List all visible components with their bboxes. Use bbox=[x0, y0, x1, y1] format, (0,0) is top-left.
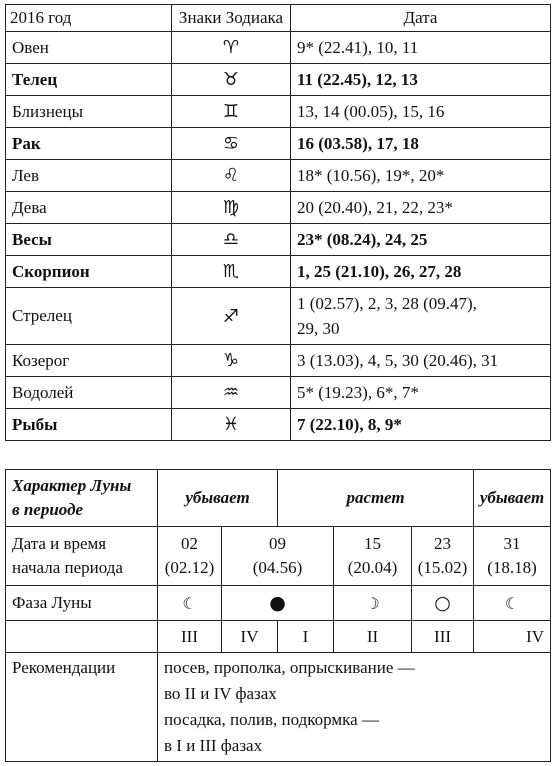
period-start-date bbox=[474, 527, 551, 586]
period-start-time: (18.18) bbox=[487, 558, 537, 577]
aquarius-icon: ♒︎ bbox=[172, 377, 291, 409]
zodiac-row-leo bbox=[6, 160, 551, 192]
gemini-icon: ♊︎ bbox=[172, 96, 291, 128]
sign-name: Козерог bbox=[6, 345, 172, 377]
first-quarter-moon-icon: ☽ bbox=[334, 586, 412, 621]
recommendations-label: Рекомендации bbox=[6, 653, 158, 762]
period-start-date bbox=[412, 527, 474, 586]
sign-name: Лев bbox=[6, 160, 172, 192]
period-start-day: 15 bbox=[364, 534, 382, 553]
virgo-icon: ♍︎ bbox=[172, 192, 291, 224]
recommendations-text bbox=[158, 653, 551, 762]
moon-character-label bbox=[6, 470, 158, 527]
zodiac-row-gemini bbox=[6, 96, 551, 128]
moon-phase-label: Фаза Луны bbox=[6, 586, 158, 621]
quarter-number: III bbox=[412, 621, 474, 653]
date-time-label-line-2: начала периода bbox=[12, 558, 123, 577]
zodiac-table bbox=[5, 4, 551, 441]
quarter-number: I bbox=[278, 621, 334, 653]
sign-dates: 11 (22.45), 12, 13 bbox=[291, 64, 551, 96]
period-start-time: (02.12) bbox=[164, 558, 215, 577]
quarter-number: IV bbox=[222, 621, 278, 653]
period-start-day: 31 bbox=[503, 534, 521, 553]
sign-dates bbox=[291, 288, 551, 345]
sagittarius-icon: ♐︎ bbox=[172, 288, 291, 345]
period-start-day: 02 bbox=[181, 534, 198, 553]
period-start-date bbox=[222, 527, 334, 586]
recommendation-line: в I и III фазах bbox=[164, 736, 263, 755]
zodiac-header-row bbox=[6, 5, 551, 32]
sign-dates: 20 (20.40), 21, 22, 23* bbox=[291, 192, 551, 224]
pisces-icon: ♓︎ bbox=[172, 409, 291, 441]
moon-character-label-line-1: Характер Луны bbox=[12, 476, 132, 495]
date-header: Дата bbox=[291, 5, 551, 32]
moon-character-label-line-2: в периоде bbox=[12, 500, 84, 519]
sign-name: Водолей bbox=[6, 377, 172, 409]
zodiac-row-libra bbox=[6, 224, 551, 256]
moon-character-row bbox=[6, 470, 551, 527]
moon-phase-row bbox=[6, 586, 551, 621]
quarter-number: II bbox=[334, 621, 412, 653]
quarter-number: IV bbox=[474, 621, 551, 653]
sign-dates: 1, 25 (21.10), 26, 27, 28 bbox=[291, 256, 551, 288]
sign-name: Стрелец bbox=[6, 288, 172, 345]
moon-quarter-row bbox=[6, 621, 551, 653]
sign-dates: 9* (22.41), 10, 11 bbox=[291, 32, 551, 64]
cancer-icon: ♋︎ bbox=[172, 128, 291, 160]
sign-name: Близнецы bbox=[6, 96, 172, 128]
sign-header: Знаки Зодиака bbox=[172, 5, 291, 32]
period-start-day: 23 bbox=[434, 534, 452, 553]
sign-dates-line-1: 1 (02.57), 2, 3, 28 (09.47), bbox=[297, 294, 477, 313]
year-header: 2016 год bbox=[6, 5, 172, 32]
libra-icon: ♎︎ bbox=[172, 224, 291, 256]
period-start-date bbox=[158, 527, 222, 586]
zodiac-row-sagittarius bbox=[6, 288, 551, 345]
zodiac-row-scorpio bbox=[6, 256, 551, 288]
date-time-label bbox=[6, 527, 158, 586]
zodiac-row-aquarius bbox=[6, 377, 551, 409]
aries-icon: ♈︎ bbox=[172, 32, 291, 64]
sign-dates: 3 (13.03), 4, 5, 30 (20.46), 31 bbox=[291, 345, 551, 377]
quarter-label-empty bbox=[6, 621, 158, 653]
capricorn-icon: ♑︎ bbox=[172, 345, 291, 377]
recommendation-line: посев, прополка, опрыскивание — bbox=[164, 658, 415, 677]
zodiac-row-capricorn bbox=[6, 345, 551, 377]
sign-dates: 16 (03.58), 17, 18 bbox=[291, 128, 551, 160]
sign-name: Дева bbox=[6, 192, 172, 224]
period-start-day: 09 bbox=[269, 534, 286, 553]
zodiac-row-taurus bbox=[6, 64, 551, 96]
zodiac-row-cancer bbox=[6, 128, 551, 160]
sign-dates: 13, 14 (00.05), 15, 16 bbox=[291, 96, 551, 128]
moon-dates-row bbox=[6, 527, 551, 586]
period-start-time: (20.04) bbox=[347, 558, 398, 577]
last-quarter-moon-icon: ☾ bbox=[158, 586, 222, 621]
sign-name: Скорпион bbox=[6, 256, 172, 288]
sign-name: Телец bbox=[6, 64, 172, 96]
full-moon-icon: ○ bbox=[412, 586, 474, 621]
date-time-label-line-1: Дата и время bbox=[12, 534, 107, 553]
scorpio-icon: ♏︎ bbox=[172, 256, 291, 288]
leo-icon: ♌︎ bbox=[172, 160, 291, 192]
zodiac-row-aries bbox=[6, 32, 551, 64]
period-waning-1: убывает bbox=[158, 470, 278, 527]
recommendation-line: во II и IV фазах bbox=[164, 684, 277, 703]
zodiac-row-virgo bbox=[6, 192, 551, 224]
period-waning-2: убывает bbox=[474, 470, 551, 527]
sign-dates: 23* (08.24), 24, 25 bbox=[291, 224, 551, 256]
zodiac-row-pisces bbox=[6, 409, 551, 441]
sign-dates-line-2: 29, 30 bbox=[297, 319, 340, 338]
sign-name: Овен bbox=[6, 32, 172, 64]
period-start-date bbox=[334, 527, 412, 586]
sign-name: Рак bbox=[6, 128, 172, 160]
recommendation-line: посадка, полив, подкормка — bbox=[164, 710, 379, 729]
period-waxing: растет bbox=[278, 470, 474, 527]
sign-name: Рыбы bbox=[6, 409, 172, 441]
sign-dates: 18* (10.56), 19*, 20* bbox=[291, 160, 551, 192]
sign-name: Весы bbox=[6, 224, 172, 256]
sign-dates: 7 (22.10), 8, 9* bbox=[291, 409, 551, 441]
taurus-icon: ♉︎ bbox=[172, 64, 291, 96]
last-quarter-moon-icon: ☾ bbox=[474, 586, 551, 621]
period-start-time: (15.02) bbox=[417, 558, 468, 577]
sign-dates: 5* (19.23), 6*, 7* bbox=[291, 377, 551, 409]
period-start-time: (04.56) bbox=[252, 558, 303, 577]
recommendations-row bbox=[6, 653, 551, 762]
new-moon-icon: ● bbox=[222, 586, 334, 621]
quarter-number: III bbox=[158, 621, 222, 653]
moon-phase-table bbox=[5, 469, 551, 762]
